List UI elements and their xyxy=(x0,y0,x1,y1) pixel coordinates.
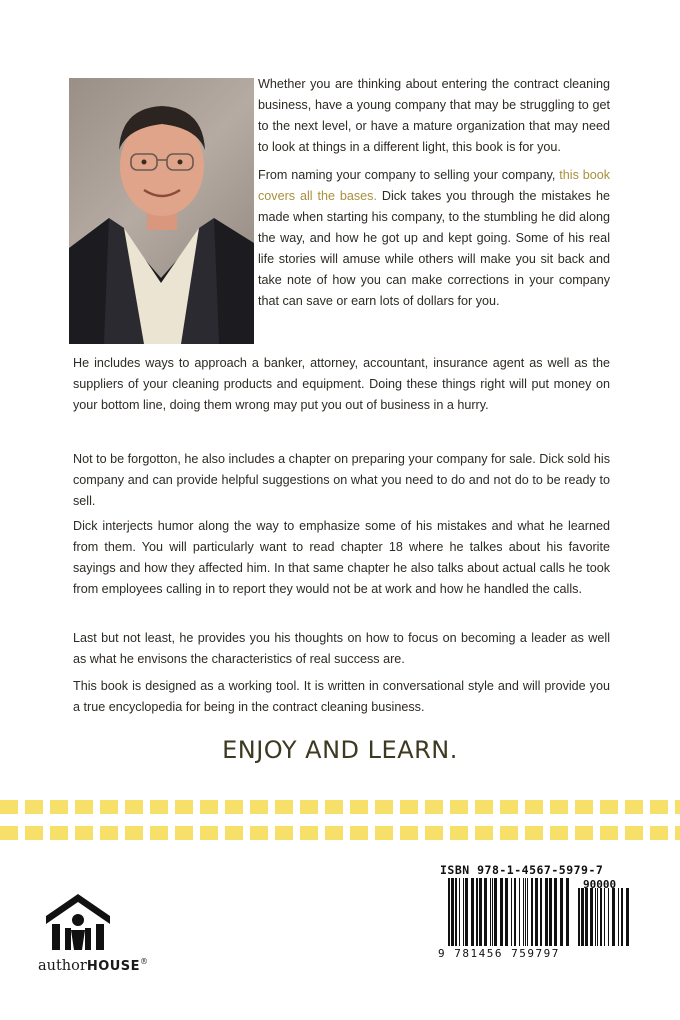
author-photo xyxy=(69,78,254,344)
price-barcode-bar xyxy=(626,888,629,946)
barcode-bar xyxy=(476,878,478,946)
intro-p2-highlight: this book covers all the bases. xyxy=(258,168,610,203)
barcode-bar xyxy=(459,878,460,946)
price-barcode-bar xyxy=(600,888,602,946)
publisher-name xyxy=(38,957,148,974)
barcode-bar xyxy=(484,878,487,946)
barcode-bar xyxy=(490,878,491,946)
barcode-bar xyxy=(505,878,508,946)
barcode-bar xyxy=(492,878,493,946)
barcode-bar xyxy=(545,878,548,946)
price-barcode-bar xyxy=(604,888,605,946)
body-paragraph-4: Not to be forgotton, he also includes a chapter on preparing your company for sale. Dick sold his company and can provide helpful suggestions on what you need to do and not do to be ready to sell. xyxy=(73,452,610,508)
price-barcode-bar xyxy=(581,888,584,946)
decorative-band-top xyxy=(0,800,680,814)
isbn-text: ISBN 978-1-4567-5979-7 xyxy=(440,863,604,877)
barcode-bar xyxy=(527,878,528,946)
barcode-bar xyxy=(511,878,512,946)
barcode-bar xyxy=(455,878,457,946)
publisher-name-upper: HOUSE xyxy=(86,958,141,974)
barcode-bar xyxy=(519,878,520,946)
barcode-bar xyxy=(471,878,474,946)
barcode-bar xyxy=(525,878,526,946)
price-barcode-bar xyxy=(590,888,593,946)
barcode-bar xyxy=(494,878,497,946)
price-barcode-bar xyxy=(608,888,609,946)
barcode-bar xyxy=(465,878,468,946)
author-portrait-illustration xyxy=(69,78,254,344)
barcode-bar xyxy=(523,878,524,946)
barcode-bar xyxy=(540,878,542,946)
price-code: 90000 xyxy=(583,878,617,891)
publisher-logo xyxy=(38,890,118,959)
barcode-bar xyxy=(514,878,516,946)
ean-digits: 9 781456 759797 xyxy=(438,947,560,960)
price-barcode-bar xyxy=(618,888,619,946)
barcode-bar xyxy=(479,878,482,946)
body-paragraph-6: Last but not least, he provides you his thoughts on how to focus on becoming a leader as well as what he envisons the characteristics of real success are. xyxy=(73,631,610,666)
price-barcode-bar xyxy=(612,888,615,946)
barcode-bar xyxy=(549,878,552,946)
barcode-bar xyxy=(531,878,533,946)
price-barcode-bar xyxy=(595,888,596,946)
intro-paragraph-1: Whether you are thinking about entering the contract cleaning business, have a young company that may be struggling to get to the next level, or have a mature organization that may need to look at things in a different light, this book is for you. xyxy=(258,77,610,154)
intro-paragraph-2 xyxy=(258,165,610,312)
barcode-bar xyxy=(463,878,464,946)
registered-mark: ® xyxy=(140,957,149,966)
decorative-band-bottom xyxy=(0,826,680,840)
price-barcode-bar xyxy=(621,888,623,946)
intro-p2-end: Dick takes you through the mistakes he made when starting his company, to the stumbling he did along the way, and how he got up and kept going. Some of his real life stories will amuse while others will make you sit back and take note of how you can make corrections in your company that can save or earn lots of dollars for you. xyxy=(258,189,610,308)
tagline: ENJOY AND LEARN. xyxy=(222,736,458,764)
barcode-bar xyxy=(451,878,454,946)
barcode-bar xyxy=(554,878,557,946)
price-barcode-bar xyxy=(578,888,580,946)
price-barcode-bar xyxy=(597,888,598,946)
body-paragraph-3: He includes ways to approach a banker, attorney, accountant, insurance agent as well as the suppliers of your cleaning products and equipment. Doing these things right will put money on your bottom line, doing them wrong may put you out of business in a hurry. xyxy=(73,356,610,412)
publisher-name-lower: author xyxy=(38,957,87,974)
house-logo-icon xyxy=(38,890,118,954)
body-paragraph-7: This book is designed as a working tool. It is written in conversational style and will provide you a true encyclopedia for being in the contract cleaning business. xyxy=(73,679,610,714)
barcode-bar xyxy=(448,878,450,946)
barcode-bar xyxy=(566,878,569,946)
barcode-bar xyxy=(535,878,538,946)
barcode-bar xyxy=(560,878,563,946)
barcode-bar xyxy=(500,878,503,946)
body-paragraph-5: Dick interjects humor along the way to emphasize some of his mistakes and what he learned from them. You will particularly want to read chapter 18 where he talkes about his favorite sayings and how they affected him. In that same chapter he also talks about actual calls he took from employees calling in to report they would not be at work and how he handled the calls. xyxy=(73,519,610,596)
price-barcode-bar xyxy=(585,888,588,946)
intro-column xyxy=(258,74,610,319)
intro-p2-start: From naming your company to selling your company, xyxy=(258,168,560,182)
